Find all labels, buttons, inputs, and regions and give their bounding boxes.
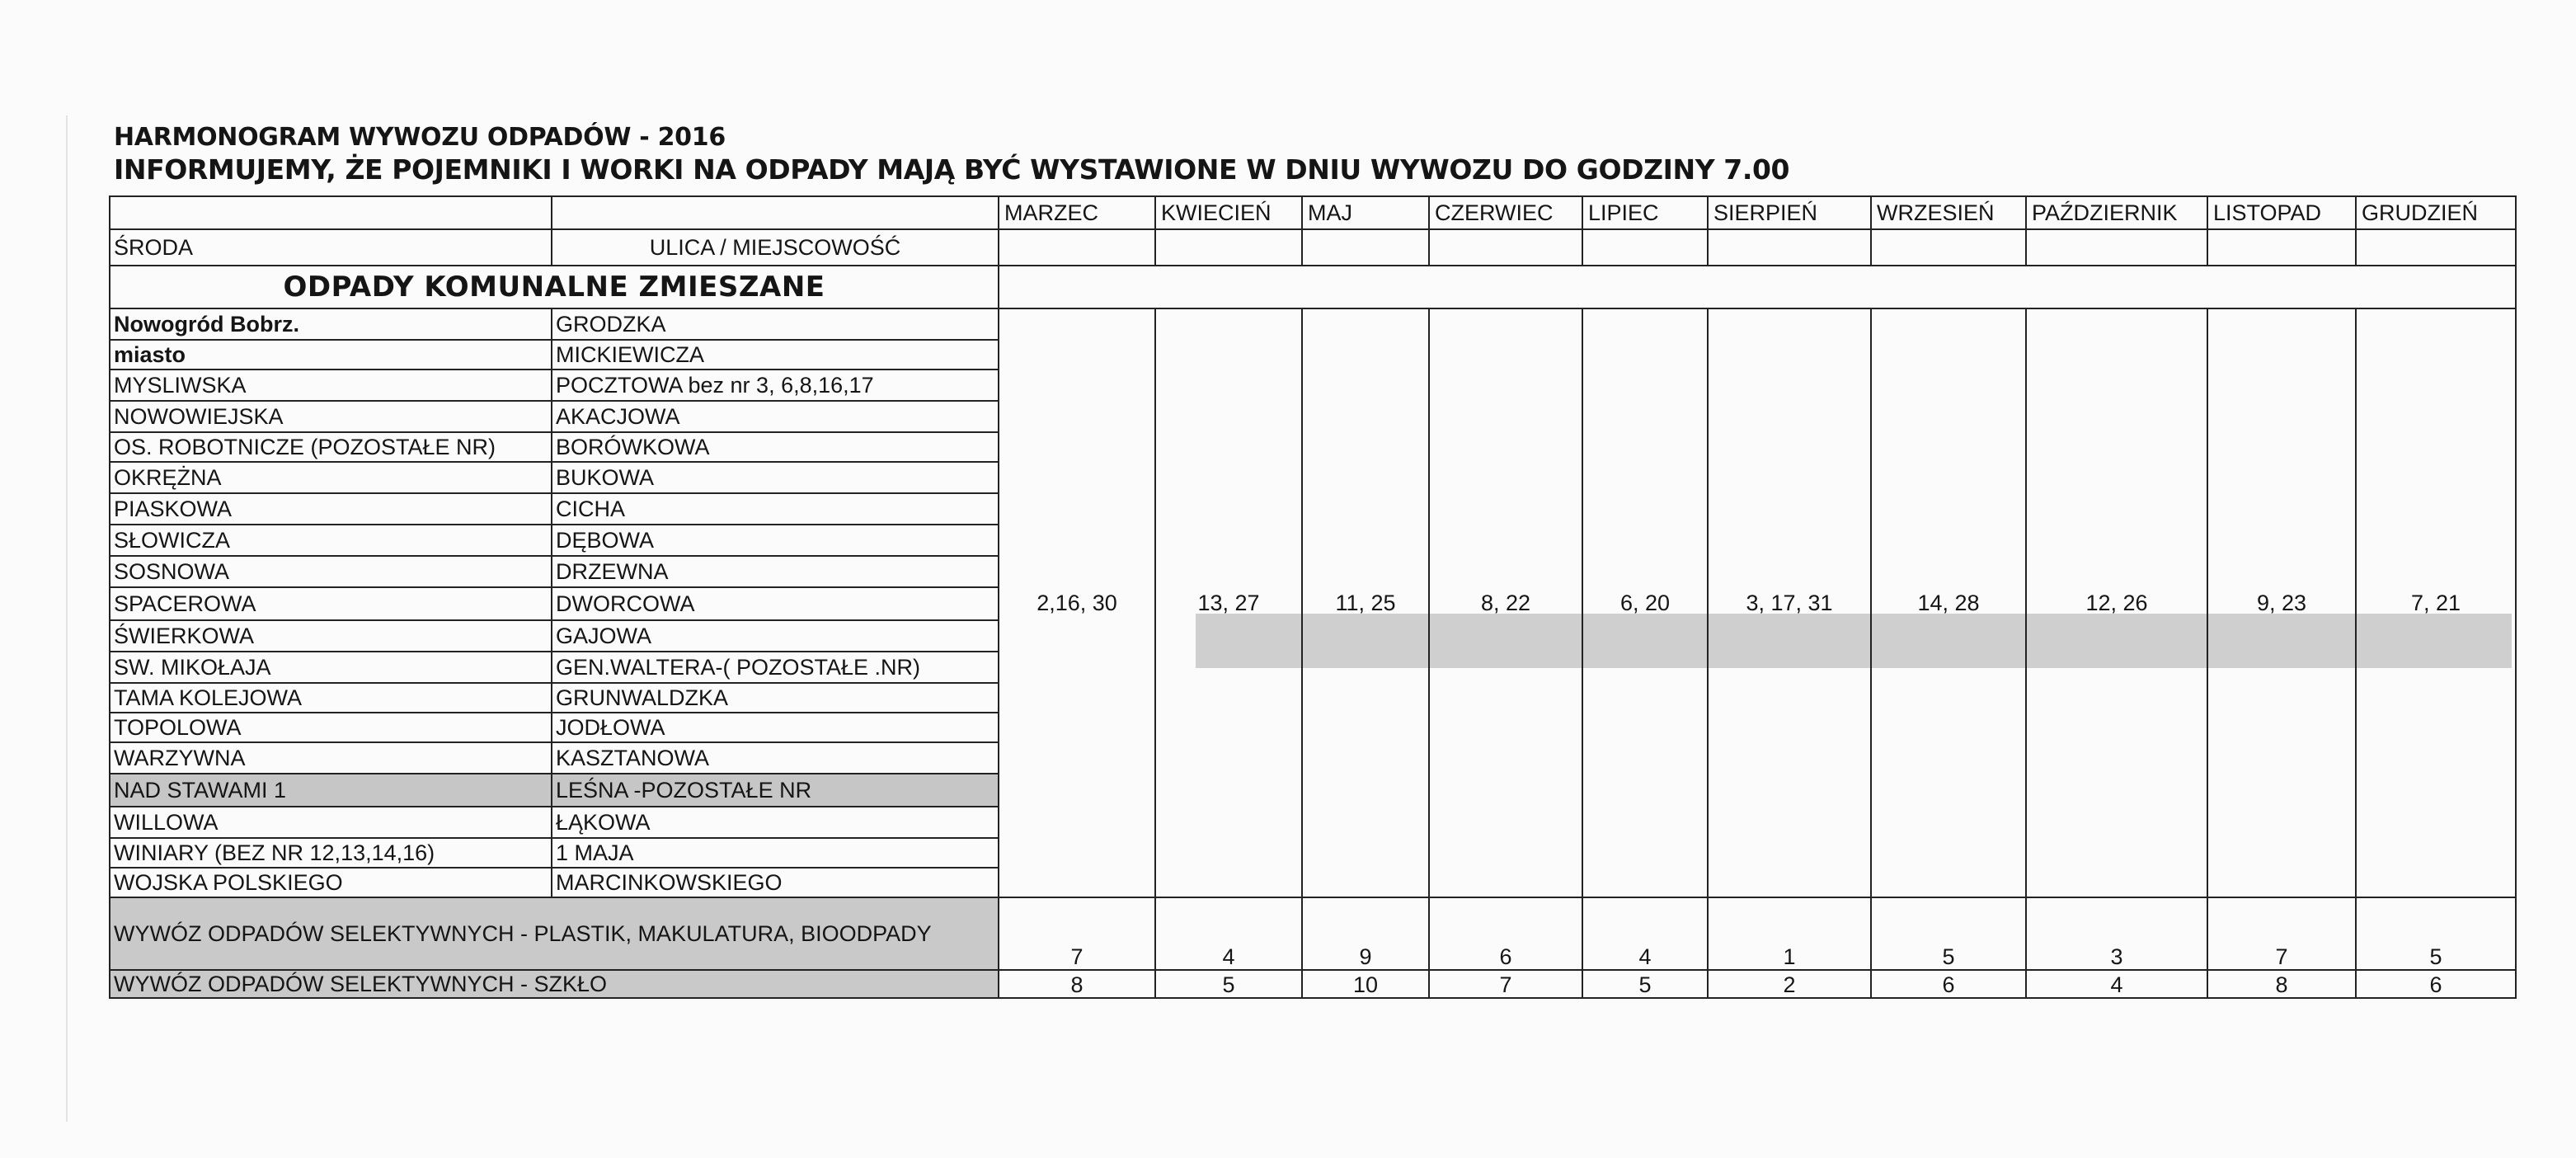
section-header-row — [110, 266, 2516, 308]
street-right: GAJOWA — [552, 620, 999, 652]
mixed-waste-dates: 14, 28 — [1871, 308, 2026, 897]
mixed-waste-dates: 6, 20 — [1582, 308, 1708, 897]
street-left: SPACEROWA — [110, 587, 552, 620]
selective-date: 4 — [1582, 897, 1708, 970]
street-right: JODŁOWA — [552, 713, 999, 742]
selective-date: 3 — [2026, 897, 2207, 970]
weekday-label: ŚRODA — [110, 229, 552, 266]
street-right: LEŚNA -POZOSTAŁE NR — [552, 774, 999, 807]
glass-date: 4 — [2026, 970, 2207, 998]
document-header — [114, 122, 1789, 186]
street-left: WARZYWNA — [110, 742, 552, 774]
month-header: LIPIEC — [1582, 196, 1708, 229]
schedule-body — [110, 196, 2516, 998]
street-left: ŚWIERKOWA — [110, 620, 552, 652]
blank-header-cell — [552, 196, 999, 229]
street-column-header: ULICA / MIEJSCOWOŚĆ — [552, 229, 999, 266]
blank-header-cell — [110, 196, 552, 229]
street-left: WINIARY (BEZ NR 12,13,14,16) — [110, 838, 552, 868]
empty-cell — [1582, 229, 1708, 266]
glass-date: 8 — [999, 970, 1155, 998]
empty-cell — [2207, 229, 2356, 266]
street-right: DĘBOWA — [552, 525, 999, 556]
glass-date: 10 — [1302, 970, 1429, 998]
street-left: miasto — [110, 340, 552, 370]
glass-date: 2 — [1708, 970, 1871, 998]
mixed-waste-dates: 9, 23 — [2207, 308, 2356, 897]
mixed-waste-dates: 3, 17, 31 — [1708, 308, 1871, 897]
selective-date: 9 — [1302, 897, 1429, 970]
month-header: PAŹDZIERNIK — [2026, 196, 2207, 229]
selective-date: 6 — [1429, 897, 1582, 970]
empty-cell — [1302, 229, 1429, 266]
scan-edge-mark — [66, 115, 68, 1122]
selective-date: 7 — [999, 897, 1155, 970]
street-right: DRZEWNA — [552, 556, 999, 587]
month-header: CZERWIEC — [1429, 196, 1582, 229]
selective-label: WYWÓZ ODPADÓW SELEKTYWNYCH - PLASTIK, MAKULATURA, BIOODPADY — [110, 897, 999, 970]
street-right: GEN.WALTERA-( POZOSTAŁE .NR) — [552, 652, 999, 683]
street-left: PIASKOWA — [110, 493, 552, 525]
street-left: Nowogród Bobrz. — [110, 308, 552, 340]
month-header: MAJ — [1302, 196, 1429, 229]
glass-date: 6 — [1871, 970, 2026, 998]
selective-date: 5 — [1871, 897, 2026, 970]
mixed-waste-dates: 13, 27 — [1155, 308, 1302, 897]
street-left: OKRĘŻNA — [110, 462, 552, 493]
street-left: WOJSKA POLSKIEGO — [110, 868, 552, 897]
month-header: GRUDZIEŃ — [2356, 196, 2516, 229]
street-left: SŁOWICZA — [110, 525, 552, 556]
month-header: KWIECIEŃ — [1155, 196, 1302, 229]
street-left: WILLOWA — [110, 807, 552, 838]
street-left: OS. ROBOTNICZE (POZOSTAŁE NR) — [110, 432, 552, 462]
glass-date: 6 — [2356, 970, 2516, 998]
month-header-row — [110, 196, 2516, 229]
day-header-row — [110, 229, 2516, 266]
month-header: SIERPIEŃ — [1708, 196, 1871, 229]
street-right: ŁĄKOWA — [552, 807, 999, 838]
street-right: BUKOWA — [552, 462, 999, 493]
document-subtitle: INFORMUJEMY, ŻE POJEMNIKI I WORKI NA ODPADY MAJĄ BYĆ WYSTAWIONE W DNIU WYWOZU DO GODZINY 7.00 — [114, 153, 1790, 186]
street-right: GRUNWALDZKA — [552, 683, 999, 713]
glass-date: 8 — [2207, 970, 2356, 998]
street-right: POCZTOWA bez nr 3, 6,8,16,17 — [552, 370, 999, 401]
mixed-waste-dates: 11, 25 — [1302, 308, 1429, 897]
selective-row — [110, 897, 2516, 970]
empty-cell — [1871, 229, 2026, 266]
street-left: TOPOLOWA — [110, 713, 552, 742]
street-right: KASZTANOWA — [552, 742, 999, 774]
selective-date: 5 — [2356, 897, 2516, 970]
glass-date: 5 — [1582, 970, 1708, 998]
empty-cell — [999, 229, 1155, 266]
mixed-waste-dates: 7, 21 — [2356, 308, 2516, 897]
month-header: WRZESIEŃ — [1871, 196, 2026, 229]
glass-date: 7 — [1429, 970, 1582, 998]
street-row — [110, 308, 2516, 340]
selective-date: 7 — [2207, 897, 2356, 970]
month-header: LISTOPAD — [2207, 196, 2356, 229]
mixed-waste-dates: 8, 22 — [1429, 308, 1582, 897]
street-right: AKACJOWA — [552, 401, 999, 432]
glass-date: 5 — [1155, 970, 1302, 998]
section-title: ODPADY KOMUNALNE ZMIESZANE — [110, 266, 999, 308]
section-blank — [999, 266, 2516, 308]
street-left: SOSNOWA — [110, 556, 552, 587]
street-left: MYSLIWSKA — [110, 370, 552, 401]
street-right: 1 MAJA — [552, 838, 999, 868]
mixed-waste-dates: 2,16, 30 — [999, 308, 1155, 897]
glass-row — [110, 970, 2516, 998]
empty-cell — [1155, 229, 1302, 266]
street-right: MICKIEWICZA — [552, 340, 999, 370]
empty-cell — [2356, 229, 2516, 266]
street-left: SW. MIKOŁAJA — [110, 652, 552, 683]
document-title: HARMONOGRAM WYWOZU ODPADÓW - 2016 — [114, 123, 726, 152]
selective-date: 1 — [1708, 897, 1871, 970]
month-header: MARZEC — [999, 196, 1155, 229]
street-right: GRODZKA — [552, 308, 999, 340]
street-left: NAD STAWAMI 1 — [110, 774, 552, 807]
glass-label: WYWÓZ ODPADÓW SELEKTYWNYCH - SZKŁO — [110, 970, 999, 998]
empty-cell — [2026, 229, 2207, 266]
street-right: CICHA — [552, 493, 999, 525]
street-right: DWORCOWA — [552, 587, 999, 620]
empty-cell — [1708, 229, 1871, 266]
street-left: NOWOWIEJSKA — [110, 401, 552, 432]
empty-cell — [1429, 229, 1582, 266]
selective-date: 4 — [1155, 897, 1302, 970]
street-left: TAMA KOLEJOWA — [110, 683, 552, 713]
mixed-waste-dates: 12, 26 — [2026, 308, 2207, 897]
street-right: BORÓWKOWA — [552, 432, 999, 462]
schedule-table — [109, 195, 2517, 999]
street-right: MARCINKOWSKIEGO — [552, 868, 999, 897]
